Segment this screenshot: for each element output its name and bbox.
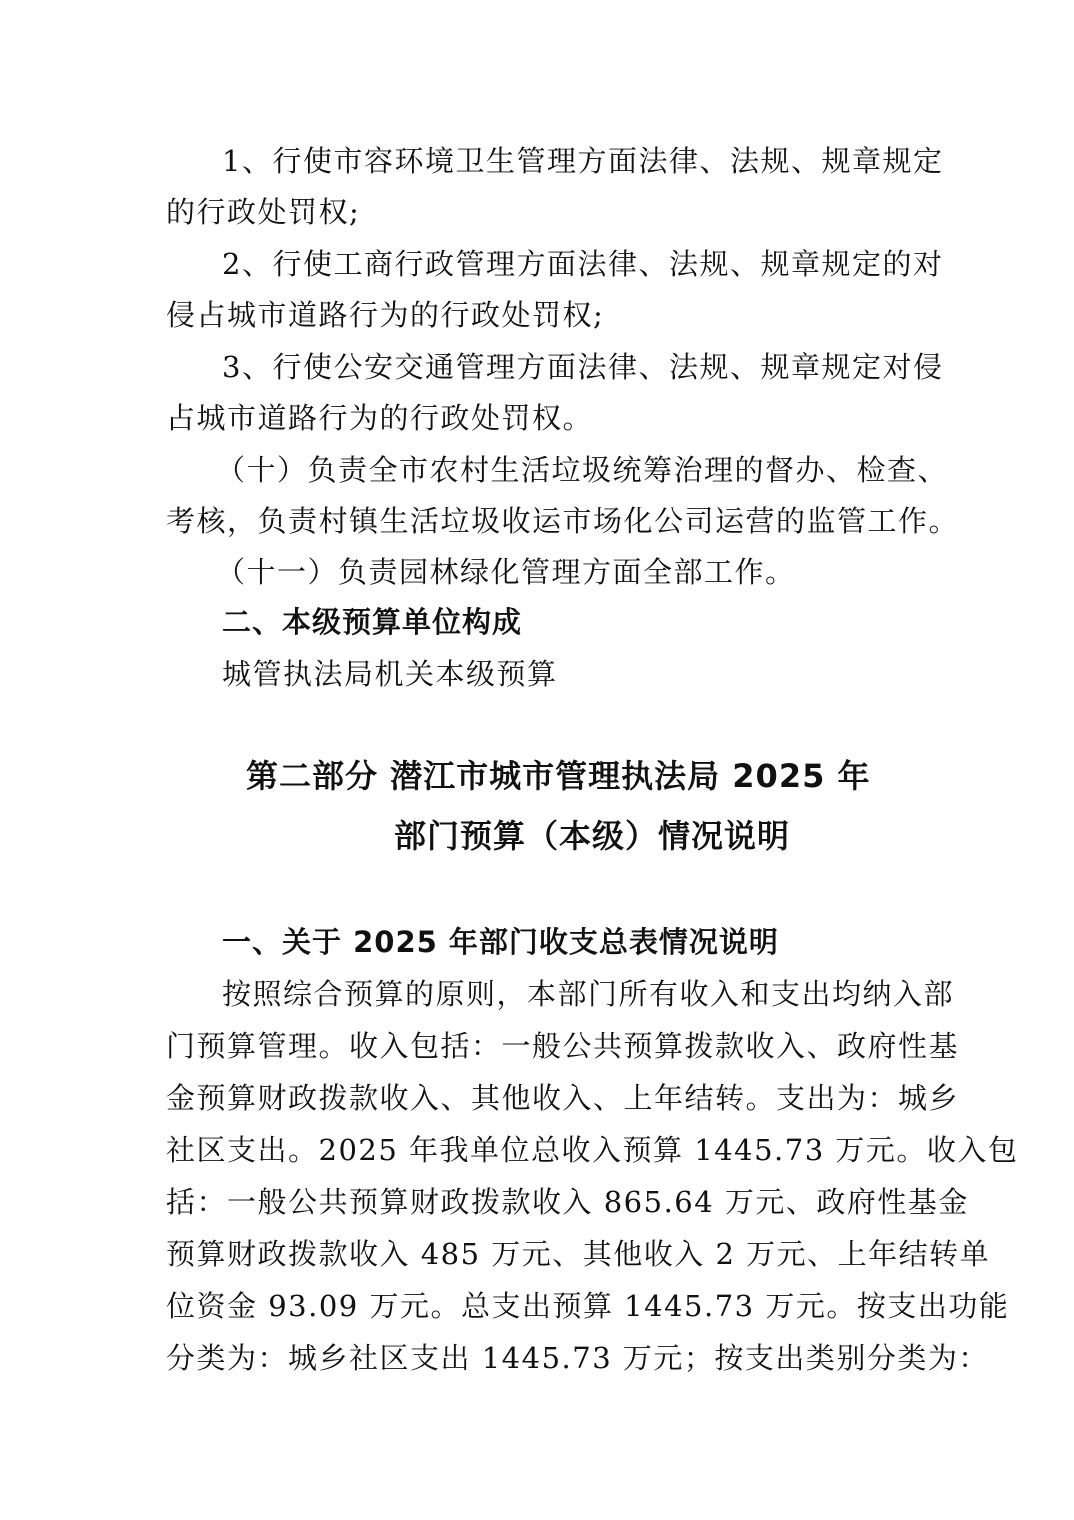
section-heading: 二、本级预算单位构成 xyxy=(222,605,523,639)
body-line: 分类为：城乡社区支出 1445.73 万元；按支出类别分类为： xyxy=(166,1341,989,1375)
paragraph-line: 3、行使公安交通管理方面法律、法规、规章规定对侵 xyxy=(222,350,944,384)
paragraph-line: 侵占城市道路行为的行政处罚权; xyxy=(166,298,605,332)
body-line: 门预算管理。收入包括：一般公共预算拨款收入、政府性基 xyxy=(166,1029,960,1063)
paragraph-line: 1、行使市容环境卫生管理方面法律、法规、规章规定 xyxy=(222,144,944,178)
paragraph-line: 的行政处罚权; xyxy=(166,195,361,229)
body-line: 社区支出。2025 年我单位总收入预算 1445.73 万元。收入包 xyxy=(166,1133,1019,1167)
body-line: 金预算财政拨款收入、其他收入、上年结转。支出为：城乡 xyxy=(166,1081,960,1115)
paragraph-line: 2、行使工商行政管理方面法律、法规、规章规定的对 xyxy=(222,247,944,281)
part-title-line-2: 部门预算（本级）情况说明 xyxy=(394,817,791,855)
paragraph-line: 城管执法局机关本级预算 xyxy=(222,657,558,691)
body-line: 按照综合预算的原则，本部门所有收入和支出均纳入部 xyxy=(222,977,955,1011)
body-line: 位资金 93.09 万元。总支出预算 1445.73 万元。按支出功能 xyxy=(166,1289,1010,1323)
paragraph-line: （十一）负责园林绿化管理方面全部工作。 xyxy=(216,555,796,589)
paragraph-line: 考核，负责村镇生活垃圾收运市场化公司运营的监管工作。 xyxy=(166,504,960,538)
subsection-heading: 一、关于 2025 年部门收支总表情况说明 xyxy=(222,925,779,959)
body-line: 预算财政拨款收入 485 万元、其他收入 2 万元、上年结转单 xyxy=(166,1237,991,1271)
paragraph-line: 占城市道路行为的行政处罚权。 xyxy=(166,401,594,435)
paragraph-line: （十）负责全市农村生活垃圾统筹治理的督办、检查、 xyxy=(216,453,949,487)
part-title-line-1: 第二部分 潜江市城市管理执法局 2025 年 xyxy=(246,757,871,795)
body-line: 括：一般公共预算财政拨款收入 865.64 万元、政府性基金 xyxy=(166,1185,969,1219)
